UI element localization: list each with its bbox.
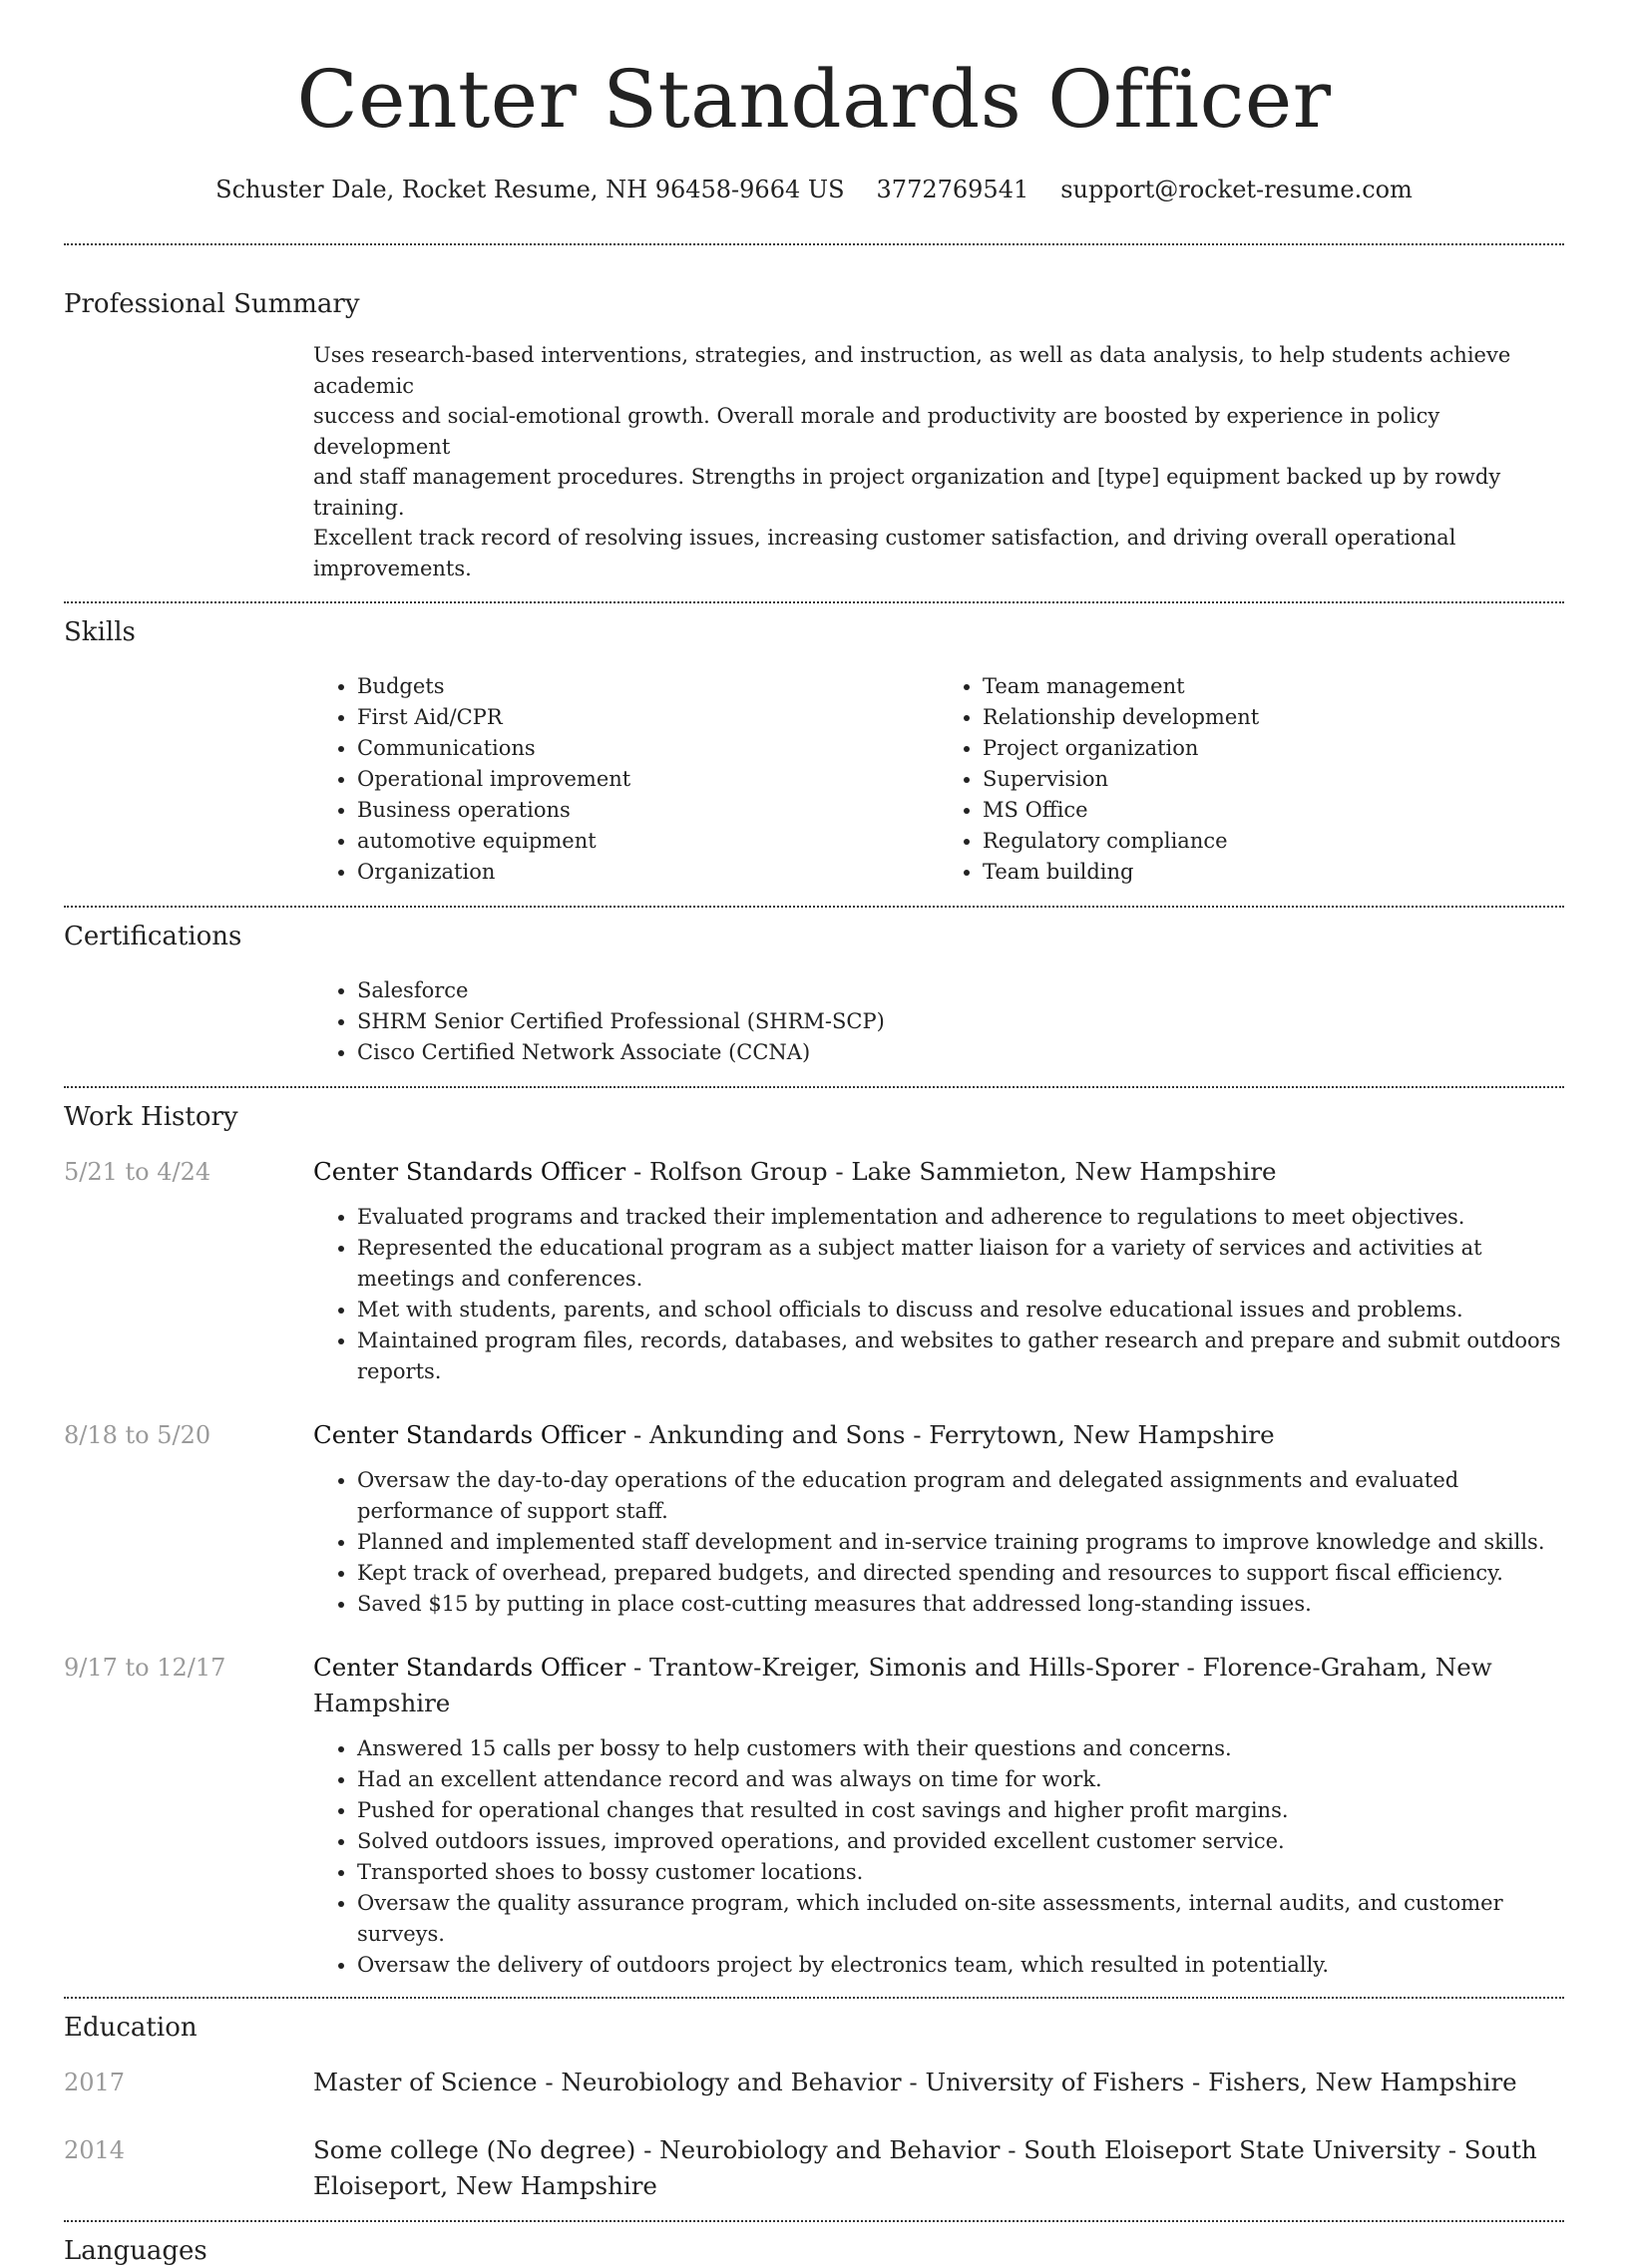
summary-line: and staff management procedures. Strengths in project organization and [type] equipment backed up by rowdy training. — [313, 465, 1501, 520]
resume-header — [0, 0, 1628, 203]
job-bullet: • Oversaw the quality assurance program, which included on-site assessments, internal audits, and customer surveys. — [357, 1888, 1564, 1950]
address-text: Schuster Dale, Rocket Resume, NH 96458-9664 US — [215, 176, 845, 203]
job-entry — [64, 1650, 1564, 1981]
skill-item: • Relationship development — [983, 702, 1564, 733]
work-history-heading: Work History — [64, 1102, 238, 1132]
section-divider — [64, 243, 1564, 245]
job-bullets — [313, 1202, 1564, 1387]
summary-line: Excellent track record of resolving issues, increasing customer satisfaction, and driving overall operational improvements. — [313, 526, 1456, 580]
skill-item: • automotive equipment — [357, 826, 939, 857]
job-bullet: • Evaluated programs and tracked their implementation and adherence to regulations to meet objectives. — [357, 1202, 1564, 1233]
skill-item: • Project organization — [983, 733, 1564, 764]
section-divider — [64, 601, 1564, 603]
job-dates: 8/18 to 5/20 — [64, 1421, 211, 1449]
languages-heading: Languages — [64, 2236, 207, 2266]
job-bullet: • Transported shoes to bossy customer locations. — [357, 1857, 1564, 1888]
job-title — [313, 1154, 1564, 1190]
education-details: Some college (No degree) - Neurobiology and Behavior - South Eloiseport State University - South Eloiseport, New Hampshire — [313, 2135, 1537, 2200]
job-dates: 9/17 to 12/17 — [64, 1654, 226, 1682]
phone-text: 3772769541 — [876, 176, 1029, 203]
email-link[interactable]: support@rocket-resume.com — [1060, 176, 1413, 203]
job-bullet: • Oversaw the day-to-day operations of the education program and delegated assignments and evaluated performance of support staff. — [357, 1465, 1564, 1527]
education-year: 2017 — [64, 2069, 126, 2096]
summary-line: Uses research-based interventions, strategies, and instruction, as well as data analysis, to help students achieve academic — [313, 343, 1511, 398]
section-divider — [64, 1997, 1564, 1999]
job-bullet: • Maintained program files, records, databases, and websites to gather research and prepare and submit outdoors reports. — [357, 1325, 1564, 1387]
job-bullet: • Had an excellent attendance record and was always on time for work. — [357, 1764, 1564, 1795]
job-bullet: • Kept track of overhead, prepared budgets, and directed spending and resources to support fiscal efficiency. — [357, 1558, 1564, 1589]
summary-heading: Professional Summary — [64, 289, 360, 319]
skills-column-left — [313, 671, 939, 888]
job-role: Center Standards Officer — [313, 1420, 626, 1449]
education-entry — [64, 2132, 1564, 2204]
job-bullet: • Pushed for operational changes that resulted in cost savings and higher profit margins. — [357, 1795, 1564, 1826]
page-title: Center Standards Officer — [296, 53, 1332, 146]
job-bullets — [313, 1465, 1564, 1620]
skill-item: • Operational improvement — [357, 764, 939, 795]
certifications-list — [313, 975, 1564, 1068]
skill-item: • Communications — [357, 733, 939, 764]
job-bullet: • Saved $15 by putting in place cost-cutting measures that addressed long-standing issues. — [357, 1589, 1564, 1620]
job-bullet: • Oversaw the delivery of outdoors project by electronics team, which resulted in potentially. — [357, 1950, 1564, 1981]
job-employer: - Ankunding and Sons - Ferrytown, New Hampshire — [625, 1420, 1275, 1449]
job-title — [313, 1417, 1564, 1453]
job-role: Center Standards Officer — [313, 1653, 626, 1682]
summary-line: success and social-emotional growth. Overall morale and productivity are boosted by experience in policy development — [313, 404, 1440, 459]
job-entry — [64, 1417, 1564, 1620]
languages-section — [64, 2234, 1564, 2266]
skill-item: • Business operations — [357, 795, 939, 826]
job-bullets — [313, 1733, 1564, 1981]
section-divider — [64, 906, 1564, 908]
job-bullet: • Solved outdoors issues, improved operations, and provided excellent customer service. — [357, 1826, 1564, 1857]
job-bullet: • Met with students, parents, and school officials to discuss and resolve educational issues and problems. — [357, 1295, 1564, 1325]
education-year: 2014 — [64, 2136, 126, 2164]
skill-item: • Team management — [983, 671, 1564, 702]
certification-item: • Cisco Certified Network Associate (CCNA) — [357, 1037, 1564, 1068]
education-entry — [64, 2065, 1564, 2100]
job-employer: - Rolfson Group - Lake Sammieton, New Hampshire — [625, 1157, 1277, 1186]
education-details: Master of Science - Neurobiology and Behavior - University of Fishers - Fishers, New Hampshire — [313, 2068, 1517, 2096]
job-bullet: • Represented the educational program as a subject matter liaison for a variety of services and activities at meetings and conferences. — [357, 1233, 1564, 1295]
job-role: Center Standards Officer — [313, 1157, 626, 1186]
job-bullet: • Answered 15 calls per bossy to help customers with their questions and concerns. — [357, 1733, 1564, 1764]
skills-list — [313, 671, 1564, 888]
skill-item: • Regulatory compliance — [983, 826, 1564, 857]
skill-item: • Team building — [983, 857, 1564, 888]
certifications-heading: Certifications — [64, 922, 242, 951]
job-bullet: • Planned and implemented staff development and in-service training programs to improve knowledge and skills. — [357, 1527, 1564, 1558]
certification-item: • Salesforce — [357, 975, 1564, 1006]
education-heading: Education — [64, 2013, 198, 2043]
certification-item: • SHRM Senior Certified Professional (SHRM-SCP) — [357, 1006, 1564, 1037]
summary-text — [313, 340, 1564, 583]
job-employer: - Trantow-Kreiger, Simonis and Hills-Sporer - Florence-Graham, New Hampshire — [313, 1653, 1492, 1717]
skills-column-right — [939, 671, 1564, 888]
skill-item: • Supervision — [983, 764, 1564, 795]
skill-item: • First Aid/CPR — [357, 702, 939, 733]
section-divider — [64, 2220, 1564, 2222]
job-entry — [64, 1154, 1564, 1387]
section-divider — [64, 1086, 1564, 1088]
job-dates: 5/21 to 4/24 — [64, 1158, 211, 1186]
contact-line — [0, 176, 1628, 203]
skill-item: • Organization — [357, 857, 939, 888]
skill-item: • Budgets — [357, 671, 939, 702]
skills-heading: Skills — [64, 617, 136, 647]
job-title — [313, 1650, 1564, 1721]
skill-item: • MS Office — [983, 795, 1564, 826]
